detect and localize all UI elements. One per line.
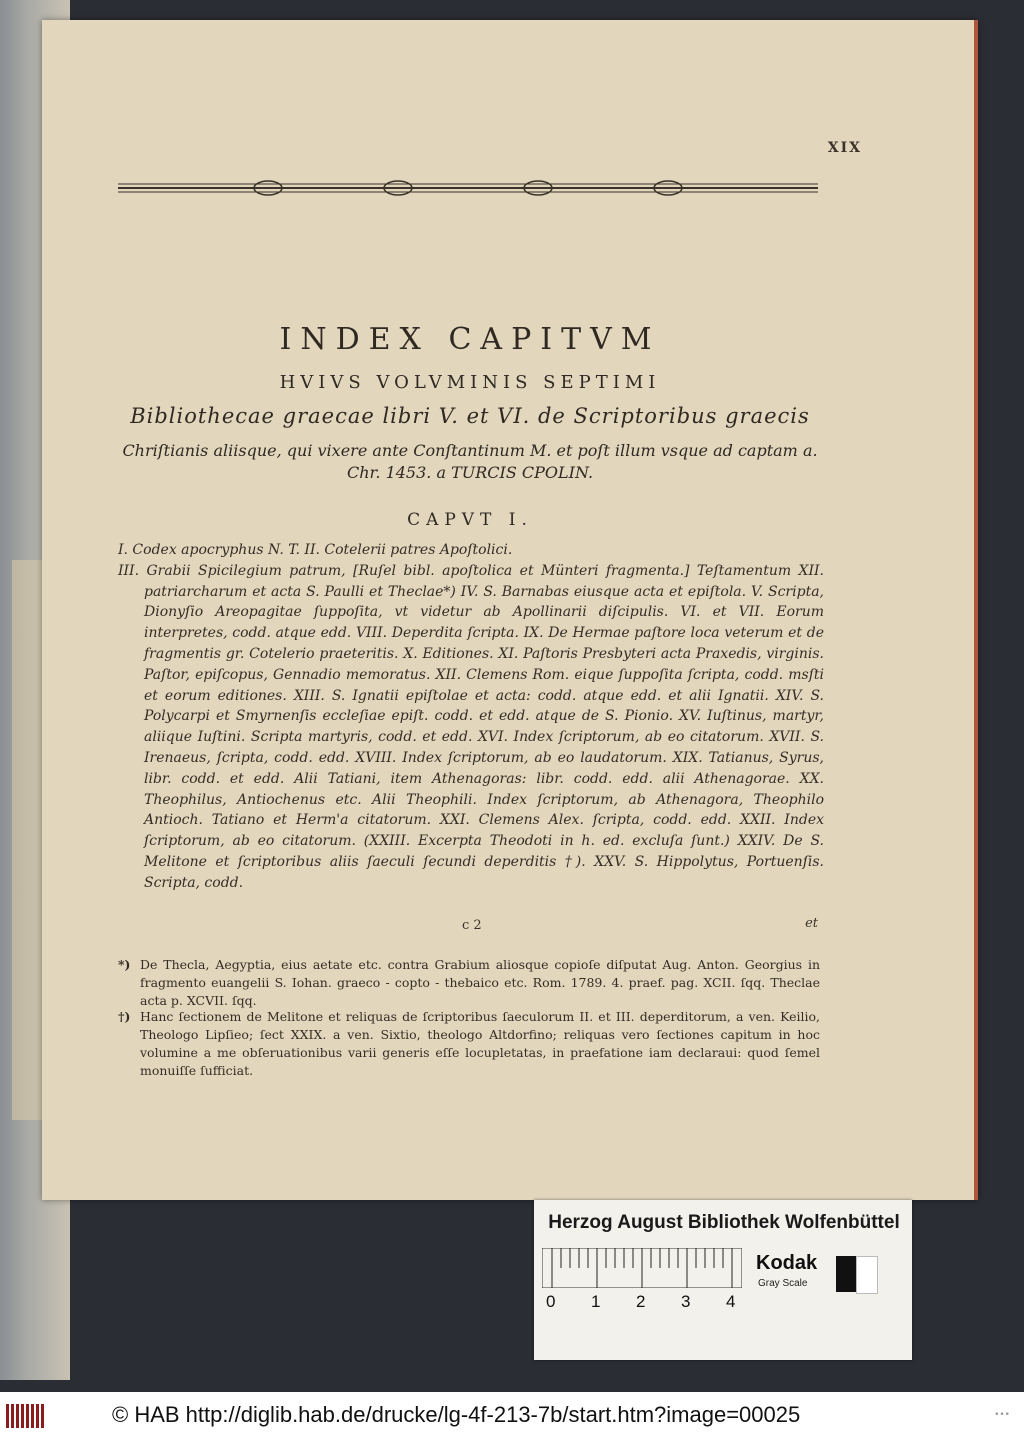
dots-icon: ••• bbox=[994, 1410, 1010, 1420]
ruler-number: 3 bbox=[681, 1292, 691, 1311]
signature-mark: c 2 bbox=[462, 918, 482, 933]
bibliotheca-line: Bibliothecae graecae libri V. et VI. de Scriptoribus graecis bbox=[130, 404, 810, 428]
footnote-1 bbox=[118, 956, 820, 1010]
index-title: INDEX CAPITVM bbox=[279, 322, 661, 357]
grayscale-label: Gray Scale bbox=[758, 1278, 808, 1289]
page-number: XIX bbox=[827, 140, 862, 156]
hab-logo-icon bbox=[6, 1400, 46, 1432]
white-swatch bbox=[856, 1256, 878, 1294]
ornamental-rule bbox=[118, 175, 818, 201]
ruler-number: 2 bbox=[636, 1292, 646, 1311]
ruler-scale bbox=[542, 1248, 742, 1288]
copyright-url[interactable]: © HAB http://diglib.hab.de/drucke/lg-4f-213-7b/start.htm?image=00025 bbox=[112, 1402, 801, 1427]
footnote-2 bbox=[118, 1008, 820, 1080]
ruler-number: 0 bbox=[546, 1292, 556, 1311]
ruler-number: 4 bbox=[726, 1292, 736, 1311]
catchword: et bbox=[805, 916, 818, 931]
footnote-2-text: Hanc ſectionem de Melitone et reliquas de ſcriptoribus ſaeculorum II. et III. deperditorum, a ven. Keilio, Theologo Lipſieo; ſect XXIX. a ven. Sixtio, theologo Altdorfino; reliquas vero ſectiones capitum in hoc volumine a me obſeruationibus varii generis eſſe locupletatas, in praefatione iam declaraui: quod ſemel monuiſſe ſufficiat. bbox=[140, 1009, 820, 1078]
chapter-heading: CAPVT I. bbox=[407, 510, 533, 530]
footnote-2-mark: †) bbox=[118, 1009, 131, 1024]
ruler-number: 1 bbox=[591, 1292, 601, 1311]
kodak-logo: Kodak bbox=[756, 1252, 818, 1274]
black-swatch bbox=[836, 1256, 856, 1292]
contents-paragraph: III. Grabii Spicilegium patrum, [Ruſel bibl. apoſtolica et Münteri fragmenta.] Teſtamentum XII. patriarcharum et acta S. Paulli et Theclae*) IV. S. Barnabas eiusque acta et epiſtola. V. Scripta, Dionyſio Areopagitae ſuppoſita, vt videtur ab Apollinarii diſcipulis. VI. et VII. Eorum interpretes, codd. atque edd. VIII. Deperdita ſcripta. IX. De Hermae paſtore loca veterum et de fragmentis gr. Cotelerio praeteritis. X. Editiones. XI. Paſtoris Presbyteri acta Praxedis, virginis. Paſtor, epiſcopus, Gennadio memoratus. XII. Clemens Rom. eique ſuppoſita ſcripta, codd. msſti et eorum editiones. XIII. S. Ignatii epiſtolae et acta: codd. atque edd. et alii Ignatii. XIV. S. Polycarpi et Smyrnenſis eccleſiae epiſt. codd. et edd. atque de S. Pionio. XV. Iuſtinus, martyr, aliique Iuſtini. Scripta martyris, codd. et edd. XVI. Index ſcriptorum, ab eo citatorum. XVII. S. Irenaeus, ſcripta, codd. edd. XVIII. Index ſcriptorum, ab eo laudatorum. XIX. Tatianus, Syrus, libr. codd. et edd. Alii Tatiani, item Athenagoras: libr. codd. edd. alii Athenagorae. XX. Theophilus, Antiochenus etc. Alii Theophili. Index ſcriptorum, ab Athenagora, Theophilo Antioch. Tatiano et Herm'a citatorum. XXI. Clemens Alex. ſcripta, codd. edd. XXII. Index ſcriptorum, ab eo citatorum. (XXIII. Excerpta Theodoti in h. ed. excluſa ſunt.) XXIV. De S. Melitone et ſcriptoribus aliis ſaeculi ſecundi deperditis †). XXV. S. Hippolytus, Portuenſis. Scripta, codd. bbox=[118, 562, 824, 891]
library-name: Herzog August Bibliothek Wolfenbüttel bbox=[548, 1212, 900, 1233]
christians-line: Chriſtianis aliisque, qui vixere ante Conſtantinum M. et poſt illum vsque ad captam a. Chr. 1453. a TURCIS CPOLIN. bbox=[122, 441, 818, 482]
library-color-card bbox=[534, 1200, 912, 1360]
volume-subtitle: HVIVS VOLVMINIS SEPTIMI bbox=[279, 372, 661, 393]
footnote-1-mark: *) bbox=[118, 957, 131, 972]
footnote-1-text: De Thecla, Aegyptia, eius aetate etc. contra Grabium aliosque copioſe diſputat Aug. Anton. Georgius in fragmento euangelii S. Iohan. graeco - copto - thebaico etc. Rom. 1789. 4. praef. pag. XCII. ſqq. Theclae acta p. XCVII. ſqq. bbox=[140, 957, 820, 1008]
contents-line-1: I. Codex apocryphus N. T. II. Cotelerii patres Apoſtolici. bbox=[118, 542, 513, 558]
footer-bar bbox=[0, 1392, 1024, 1440]
chapter-contents bbox=[118, 540, 824, 894]
